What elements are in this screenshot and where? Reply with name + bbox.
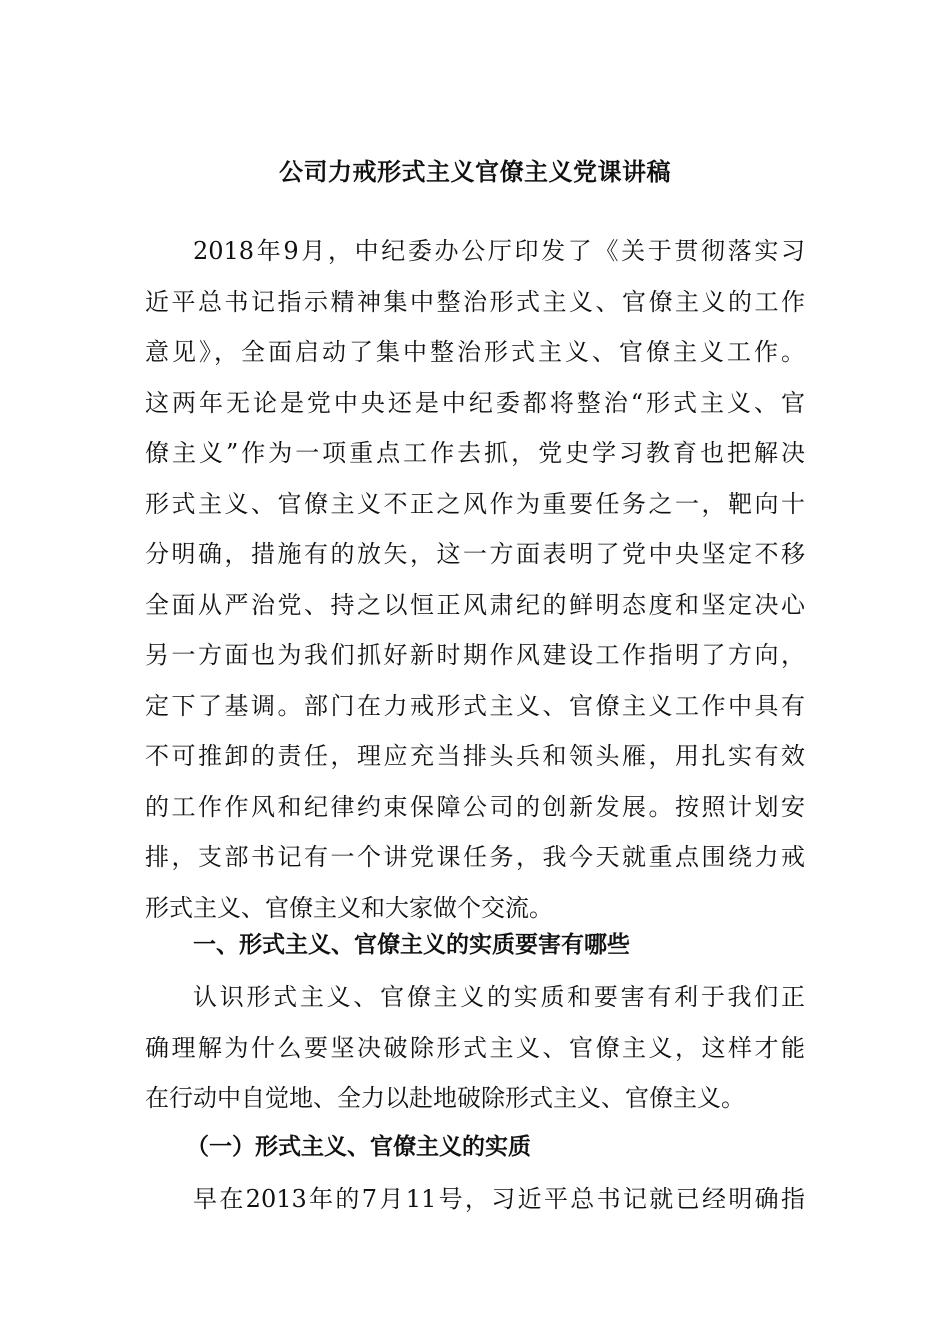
intro-line-8: 全面从严治党、持之以恒正风肃纪的鲜明态度和坚定决心 [145,591,805,619]
section-1-heading: 一、形式主义、官僚主义的实质要害有哪些 [193,932,630,958]
intro-line-2: 近平总书记指示精神集中整治形式主义、官僚主义的工作 [145,288,805,316]
intro-line-13: 排，支部书记有一个讲党课任务，我今天就重点围绕力戒 [145,843,805,871]
intro-line-12: 的工作作风和纪律约束保障公司的创新发展。按照计划安 [145,793,805,821]
section-1-line-2: 确理解为什么要坚决破除形式主义、官僚主义，这样才能 [145,1034,805,1062]
section-1-line-3: 在行动中自觉地、全力以赴地破除形式主义、官僚主义。 [145,1084,745,1112]
intro-line-14: 形式主义、官僚主义和大家做个交流。 [145,894,553,922]
intro-line-11: 不可推卸的责任，理应充当排头兵和领头雁，用扎实有效 [145,742,805,770]
intro-line-1: 2018年9月，中纪委办公厅印发了《关于贯彻落实习 [193,237,805,265]
intro-line-9: 另一方面也为我们抓好新时期作风建设工作指明了方向， [145,641,805,669]
subsection-1-heading: （一）形式主义、官僚主义的实质 [186,1133,531,1160]
section-1-line-1: 认识形式主义、官僚主义的实质和要害有利于我们正 [193,983,805,1011]
intro-line-7: 分明确，措施有的放矢，这一方面表明了党中央坚定不移 [145,540,805,568]
intro-line-10: 定下了基调。部门在力戒形式主义、官僚主义工作中具有 [145,692,805,720]
document-title: 公司力戒形式主义官僚主义党课讲稿 [279,158,671,186]
intro-line-5: 僚主义”作为一项重点工作去抓，党史学习教育也把解决 [145,439,805,467]
subsection-1-line-1: 早在2013年的7月11号，习近平总书记就已经明确指 [193,1185,805,1213]
intro-line-4: 这两年无论是党中央还是中纪委都将整治“形式主义、官 [145,389,805,417]
intro-line-3: 意见》，全面启动了集中整治形式主义、官僚主义工作。 [145,338,805,366]
intro-line-6: 形式主义、官僚主义不正之风作为重要任务之一，靶向十 [145,490,805,518]
